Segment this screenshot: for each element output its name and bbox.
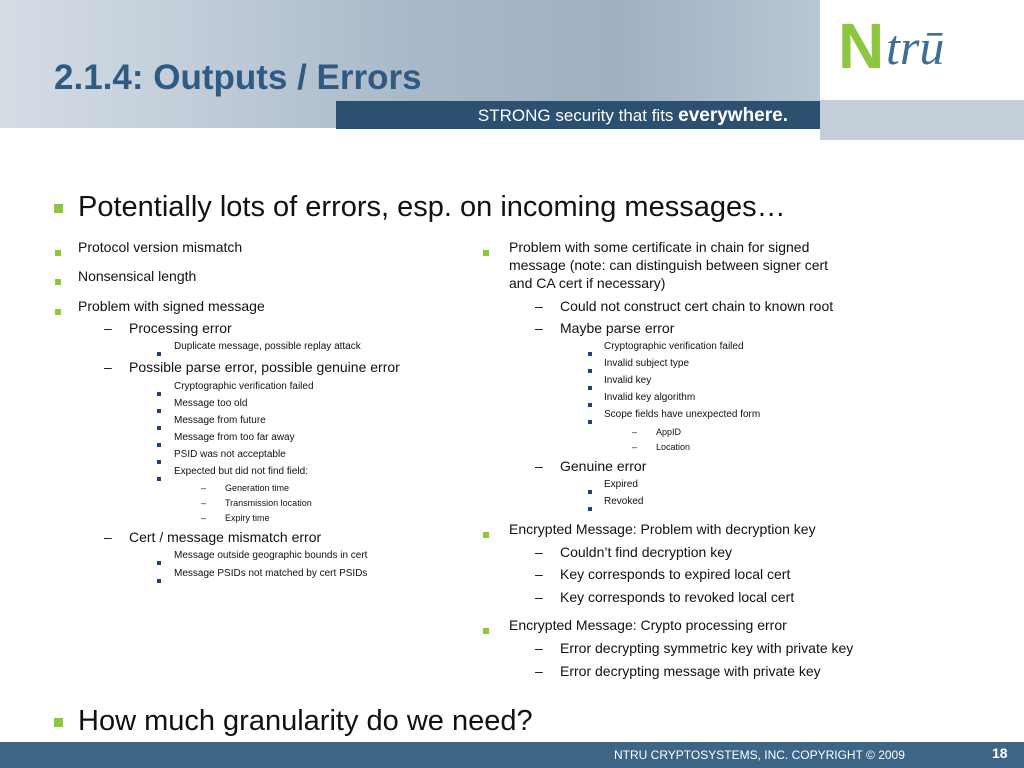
bullet-square-icon <box>588 360 592 378</box>
left-bullet-nonsensical-length: Nonsensical length <box>78 268 197 284</box>
page-title: 2.1.4: Outputs / Errors <box>54 58 422 97</box>
dash-icon: – <box>104 320 112 336</box>
dash-icon: – <box>535 320 543 336</box>
left-crypto-failed: Cryptographic verification failed <box>174 381 314 392</box>
bullet-square-icon <box>157 552 161 570</box>
left-cert-mismatch: Cert / message mismatch error <box>129 529 322 545</box>
right-appid: AppID <box>656 427 682 437</box>
dash-icon: – <box>535 589 543 605</box>
bullet-square-icon <box>157 417 161 435</box>
right-enc-crypto-error: Encrypted Message: Crypto processing error <box>509 617 787 633</box>
left-psid-not-acceptable: PSID was not acceptable <box>174 449 286 460</box>
bullet-square-icon <box>55 302 61 320</box>
left-processing-error: Processing error <box>129 320 232 336</box>
bullet-square-icon <box>483 621 489 639</box>
left-psids-not-matched: Message PSIDs not matched by cert PSIDs <box>174 568 368 579</box>
bullet-square-icon <box>157 468 161 486</box>
right-crypto-failed: Cryptographic verification failed <box>604 341 744 352</box>
right-cert-chain-line2: message (note: can distinguish between signer cert <box>509 257 829 273</box>
dash-icon: – <box>535 458 543 474</box>
right-revoked: Revoked <box>604 496 644 507</box>
right-invalid-key-algorithm: Invalid key algorithm <box>604 392 696 403</box>
right-no-cert-chain: Could not construct cert chain to known root <box>560 298 834 314</box>
dash-icon: – <box>535 566 543 582</box>
right-no-decryption-key: Couldn’t find decryption key <box>560 544 732 560</box>
right-invalid-subject: Invalid subject type <box>604 358 690 369</box>
dash-icon: – <box>632 442 638 452</box>
bullet-square-icon <box>588 481 592 499</box>
left-message-too-old: Message too old <box>174 398 248 409</box>
left-generation-time: Generation time <box>225 483 290 493</box>
header-band-right <box>820 100 1024 140</box>
logo-letter-n: N <box>838 10 883 82</box>
dash-icon: – <box>201 483 207 493</box>
ntru-logo <box>834 6 1024 94</box>
left-message-too-far: Message from too far away <box>174 432 295 443</box>
logo-letters-tru: trū <box>886 19 945 75</box>
right-invalid-key: Invalid key <box>604 375 652 386</box>
right-err-message: Error decrypting message with private key <box>560 663 821 679</box>
bullet-square-icon <box>588 343 592 361</box>
dash-icon: – <box>535 663 543 679</box>
right-cert-chain-line1: Problem with some certificate in chain for signed <box>509 239 810 255</box>
tagline-bar <box>336 101 820 129</box>
right-maybe-parse-error: Maybe parse error <box>560 320 675 336</box>
bullet-square-icon <box>54 200 63 218</box>
left-expected-field: Expected but did not find field: <box>174 466 308 477</box>
bottom-bullet: How much granularity do we need? <box>78 705 533 737</box>
dash-icon: – <box>201 513 207 523</box>
right-err-symmetric-key: Error decrypting symmetric key with private key <box>560 640 854 656</box>
footer-copyright: NTRU CRYPTOSYSTEMS, INC. COPYRIGHT © 2009 <box>614 748 905 762</box>
bullet-square-icon <box>588 377 592 395</box>
left-possible-parse-error: Possible parse error, possible genuine error <box>129 359 400 375</box>
bullet-square-icon <box>483 243 489 261</box>
dash-icon: – <box>201 498 207 508</box>
bullet-square-icon <box>54 714 63 732</box>
left-outside-bounds: Message outside geographic bounds in cert <box>174 550 368 561</box>
right-expired-local-cert: Key corresponds to expired local cert <box>560 566 791 582</box>
page-number: 18 <box>992 745 1008 761</box>
dash-icon: – <box>535 544 543 560</box>
bullet-square-icon <box>55 272 61 290</box>
bullet-square-icon <box>55 243 61 261</box>
dash-icon: – <box>104 529 112 545</box>
left-expiry-time: Expiry time <box>225 513 270 523</box>
bullet-square-icon <box>157 383 161 401</box>
bullet-square-icon <box>157 570 161 588</box>
bullet-square-icon <box>588 411 592 429</box>
dash-icon: – <box>632 427 638 437</box>
tagline-emphasis: everywhere. <box>678 105 788 126</box>
left-duplicate-message: Duplicate message, possible replay attack <box>174 341 361 352</box>
bullet-square-icon <box>157 434 161 452</box>
tagline-text: STRONG security that fits <box>477 106 679 125</box>
dash-icon: – <box>104 359 112 375</box>
bullet-square-icon <box>157 451 161 469</box>
bullet-square-icon <box>588 394 592 412</box>
left-bullet-signed-message: Problem with signed message <box>78 298 265 314</box>
dash-icon: – <box>535 640 543 656</box>
bullet-square-icon <box>588 498 592 516</box>
right-cert-chain-line3: and CA cert if necessary) <box>509 275 666 291</box>
left-bullet-protocol-version: Protocol version mismatch <box>78 239 243 255</box>
right-revoked-local-cert: Key corresponds to revoked local cert <box>560 589 795 605</box>
bullet-square-icon <box>157 400 161 418</box>
right-expired: Expired <box>604 479 638 490</box>
right-enc-key-problem: Encrypted Message: Problem with decryption key <box>509 521 816 537</box>
top-bullet: Potentially lots of errors, esp. on incoming messages… <box>78 191 786 223</box>
left-message-from-future: Message from future <box>174 415 266 426</box>
right-scope-fields: Scope fields have unexpected form <box>604 409 761 420</box>
bullet-square-icon <box>483 525 489 543</box>
dash-icon: – <box>535 298 543 314</box>
right-genuine-error: Genuine error <box>560 458 647 474</box>
right-location: Location <box>656 442 691 452</box>
left-transmission-location: Transmission location <box>225 498 312 508</box>
